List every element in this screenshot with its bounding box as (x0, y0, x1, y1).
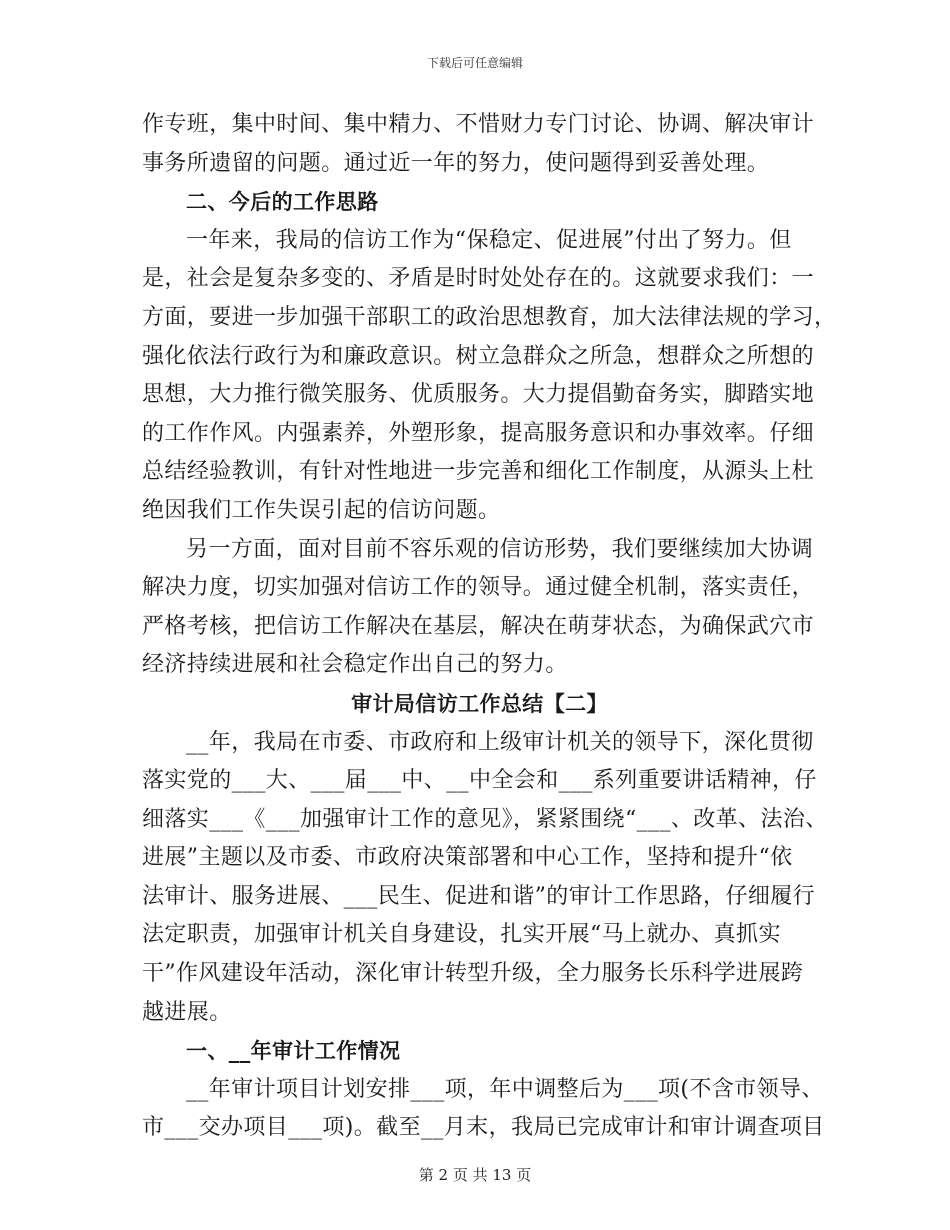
paragraph-line: 越进展。 (142, 999, 232, 1025)
document-title: 审计局信访工作总结【二】 (351, 691, 608, 716)
paragraph-line: 另一方面，面对目前不容乐观的信访形势，我们要继续加大协调 (186, 536, 814, 562)
paragraph-line: 严格考核，把信访工作解决在基层，解决在萌芽状态，为确保武穴市 (142, 613, 815, 639)
paragraph-line: 的工作作风。内强素养，外塑形象，提高服务意识和办事效率。仔细 (142, 420, 815, 446)
paragraph-line: 思想，大力推行微笑服务、优质服务。大力提倡勤奋务实，脚踏实地 (142, 382, 815, 408)
paragraph-line: 市___交办项目___项)。截至__月末，我局已完成审计和审计调查项目 (142, 1115, 825, 1141)
page-header: 下载后可任意编辑 (426, 56, 523, 70)
paragraph-line: 进展”主题以及市委、市政府决策部署和中心工作，坚持和提升“依 (142, 845, 793, 871)
page-footer: 第 2 页 共 13 页 (418, 1166, 532, 1184)
paragraph-line: 干”作风建设年活动，深化审计转型升级，全力服务长乐科学进展跨 (142, 961, 804, 987)
section-heading: 二、今后的工作思路 (186, 190, 379, 215)
document-body (142, 106, 837, 1148)
paragraph-line: 作专班，集中时间、集中精力、不惜财力专门讨论、协调、解决审计 (142, 112, 815, 137)
paragraph-line: __年审计项目计划安排___项，年中调整后为___项(不含市领导、 (186, 1076, 824, 1102)
paragraph-line: __年，我局在市委、市政府和上级审计机关的领导下，深化贯彻 (186, 729, 814, 755)
paragraph-line: 细落实___《___加强审计工作的意见》，紧紧围绕“___、改革、法治、 (142, 806, 828, 832)
paragraph-line: 法定职责，加强审计机关自身建设，扎实开展“马上就办、真抓实 (142, 922, 781, 948)
paragraph-line: 经济持续进展和社会稳定作出自己的努力。 (142, 652, 568, 678)
paragraph-line: 绝因我们工作失误引起的信访问题。 (142, 497, 501, 523)
paragraph-line: 落实党的___大、___届___中、__中全会和___系列重要讲话精神，仔 (142, 768, 817, 794)
paragraph-line: 方面，要进一步加强干部职工的政治思想教育，加大法律法规的学习， (142, 304, 837, 330)
paragraph-line: 法审计、服务进展、___民生、促进和谐”的审计工作思路，仔细履行 (142, 883, 816, 909)
paragraph-line: 是，社会是复杂多变的、矛盾是时时处处存在的。这就要求我们：一 (142, 266, 815, 292)
paragraph-line: 解决力度，切实加强对信访工作的领导。通过健全机制，落实责任， (142, 575, 815, 601)
paragraph-line: 一年来，我局的信访工作为“保稳定、促进展”付出了努力。但 (186, 227, 792, 253)
paragraph-line: 总结经验教训，有针对性地进一步完善和细化工作制度，从源头上杜 (142, 459, 815, 485)
section-heading: 一、__年审计工作情况 (186, 1039, 401, 1064)
paragraph-line: 强化依法行政行为和廉政意识。树立急群众之所急，想群众之所想的 (142, 343, 815, 369)
paragraph-line: 事务所遗留的问题。通过近一年的努力，使问题得到妥善处理。 (142, 150, 770, 176)
